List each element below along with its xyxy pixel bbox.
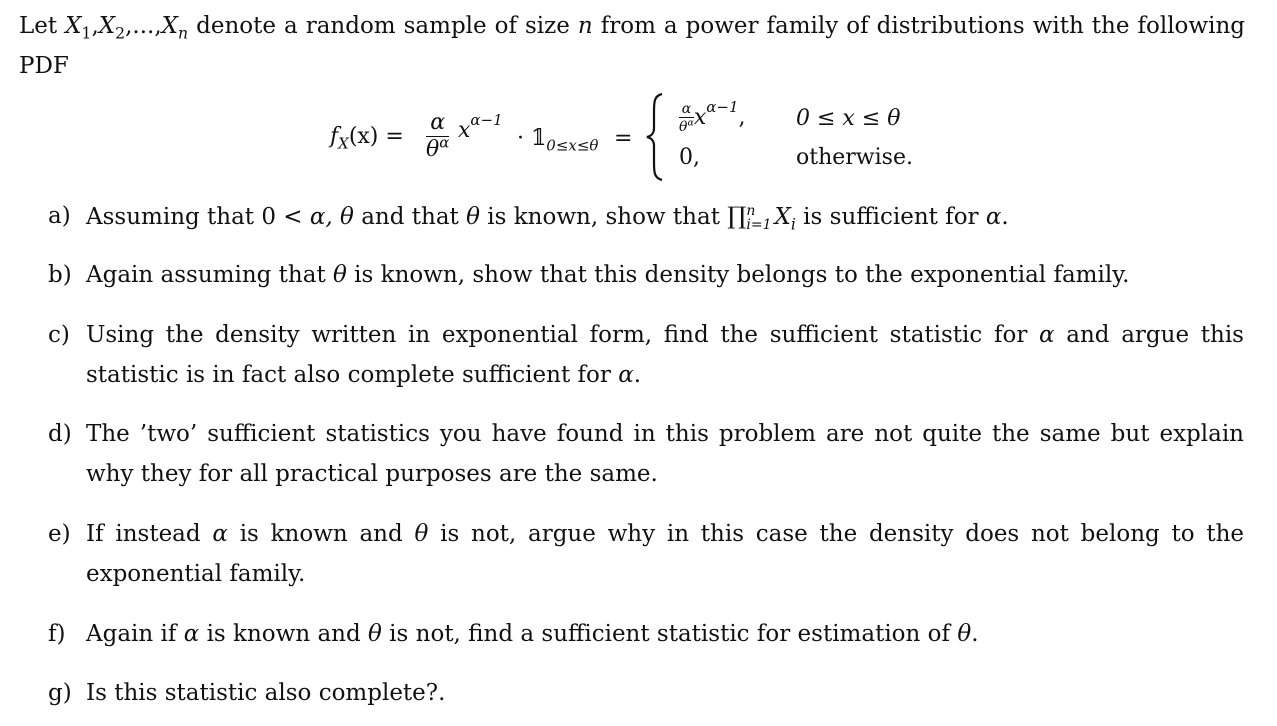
equation-fraction: $\frac{\alpha}{\theta^\alpha}$ — [426, 110, 450, 162]
list-item-e — [48, 514, 1244, 594]
equation-indicator: · $𝟙_{0\le x\le\theta}$ — [517, 126, 599, 155]
item-label: d) — [48, 421, 72, 447]
list-item-g — [48, 673, 1244, 713]
item-label: e) — [48, 521, 71, 547]
case-2-value: 0, — [679, 145, 700, 170]
equation-equals: = — [614, 126, 633, 151]
case-1-value: $\frac{\alpha}{\theta^\alpha}$ $x^{\alpha-1}$, — [679, 97, 746, 135]
item-text: The ’two’ sufficient statistics you have found in this problem are not quite the same but explain why they for all practical purposes are the same. — [86, 421, 1244, 487]
item-label: f) — [48, 621, 66, 647]
case-1-condition: 0 ≤ x ≤ θ — [796, 106, 901, 131]
intro-text: Let — [19, 13, 66, 39]
list-item-c — [48, 315, 1244, 395]
item-label: g) — [48, 680, 72, 706]
equation-lhs: $f_X(x)$ = — [330, 124, 404, 153]
item-label: b) — [48, 262, 72, 288]
list-item-f — [48, 614, 1244, 654]
intro-paragraph: Let $X_1,X_2,...,X_n$ denote a random sample of size n from a power family of distributions with the following PDF — [19, 13, 1245, 79]
item-text: Is this statistic also complete?. — [86, 680, 446, 706]
item-text: Assuming that 0 < α, θ and that θ is known, show that ∏ n i=1 $X_i$ is sufficient for α. — [86, 202, 1009, 234]
item-text: If instead α is known and θ is not, argue why in this case the density does not belong to the exponential family. — [86, 521, 1245, 587]
item-label: c) — [48, 322, 70, 348]
item-label: a) — [48, 203, 71, 229]
list-item-b — [48, 255, 1244, 295]
item-text: Again assuming that θ is known, show that this density belongs to the exponential family. — [86, 262, 1130, 288]
left-brace-icon — [646, 92, 664, 182]
case-2-condition: otherwise. — [796, 145, 913, 170]
list-item-a — [48, 196, 1244, 237]
list-item-d — [48, 414, 1244, 494]
item-text: Using the density written in exponential form, find the sufficient statistic for α and argue this statistic is in fact also complete sufficient for α. — [86, 322, 1244, 388]
item-text: Again if α is known and θ is not, find a sufficient statistic for estimation of θ. — [86, 621, 979, 647]
equation-power-term: $x^{\alpha-1}$ — [458, 110, 503, 143]
pdf-equation — [330, 92, 950, 188]
